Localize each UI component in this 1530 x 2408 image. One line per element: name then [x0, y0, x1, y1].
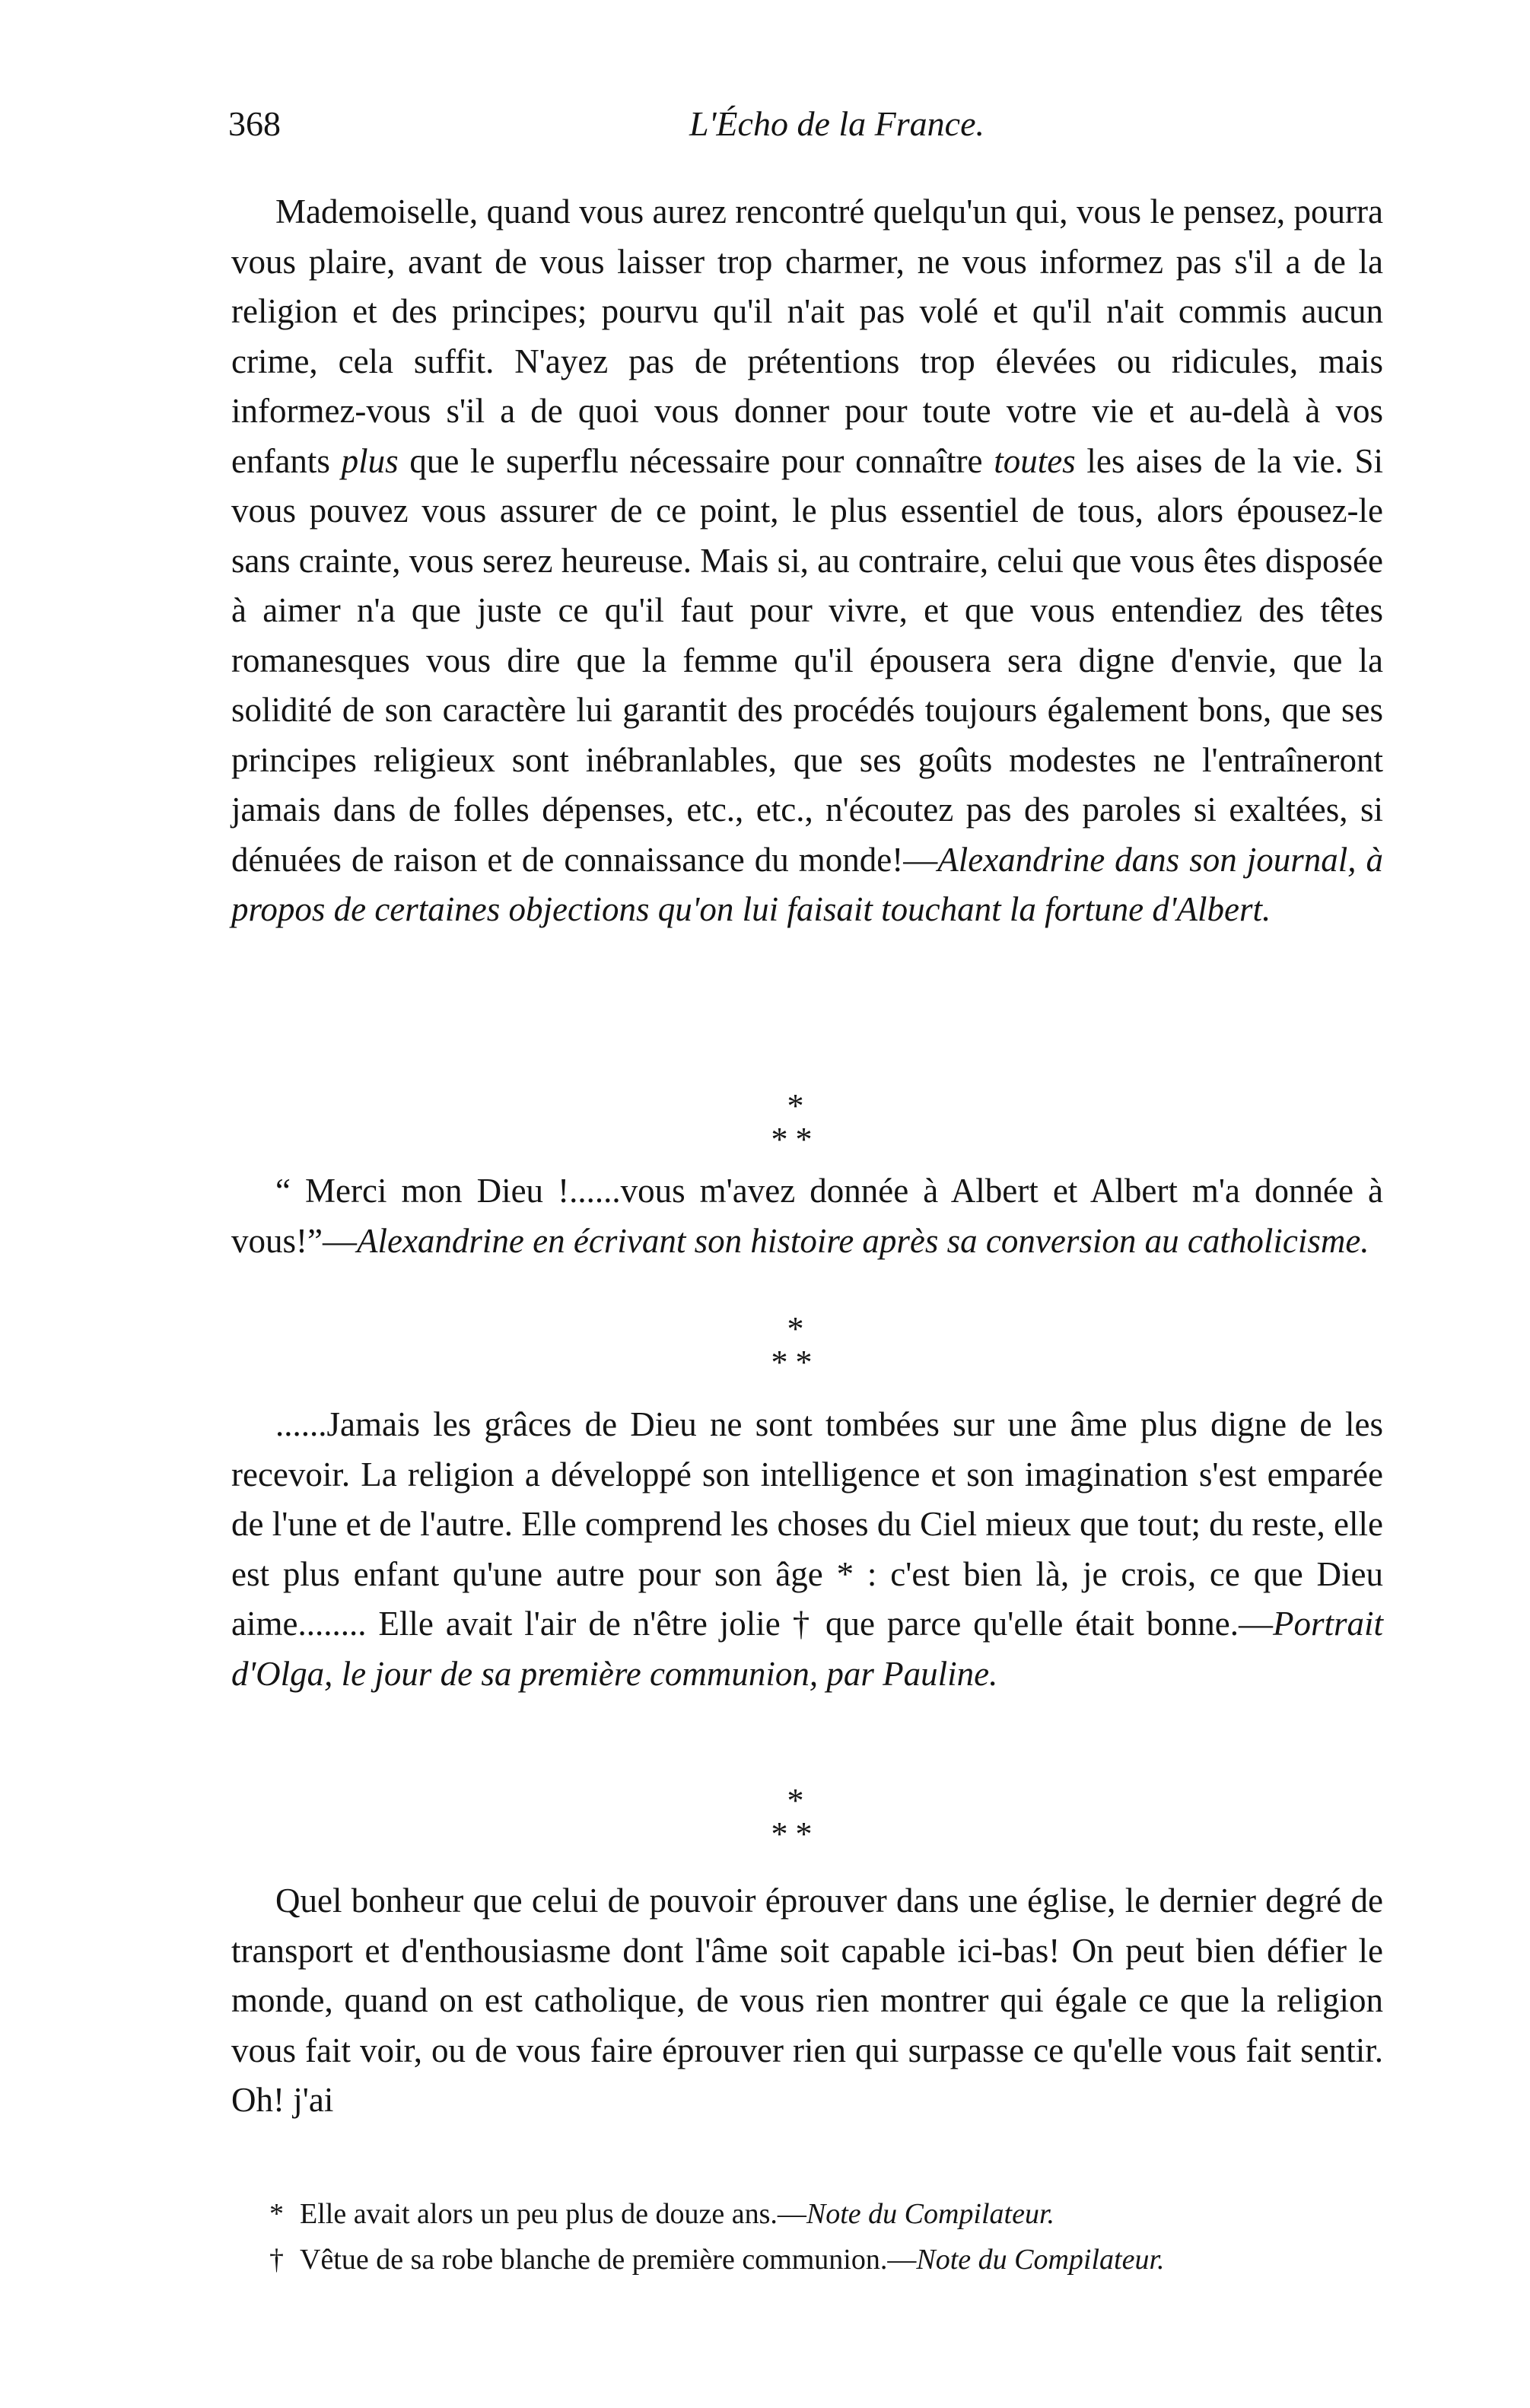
running-head [228, 97, 1385, 151]
paragraph-1-text-2: que le superflu nécessaire pour connaître [398, 441, 994, 480]
footnote-mark: † [269, 2244, 284, 2276]
paragraph-3-attribution: Portrait d'Olga, le jour de sa première communion, par Pauline. [231, 1605, 1383, 1693]
footnotes [231, 2191, 1383, 2282]
asterism-3 [0, 1782, 1530, 1853]
footnote-note: Note du Compilateur. [916, 2244, 1165, 2276]
asterism-2-top: * [787, 1310, 804, 1347]
page-number: 368 [228, 104, 281, 143]
paragraph-3-text: ......Jamais les grâces de Dieu ne sont tombées sur une âme plus digne de les recevoir. La religion a développé son intelligence et son imagination s'est emparée de l'une et de l'autre. Elle comprend les choses du Ciel mieux que tout; du reste, elle est plus enfant qu'une autre pour son âge * : c'est bien là, je crois, ce que Dieu aime........ Elle avait l'air de n'être jolie † que parce qu'elle était bonne.— [231, 1405, 1383, 1643]
paragraph-4-text: Quel bonheur que celui de pouvoir éprouver dans une église, le dernier degré de transport et d'enthousiasme dont l'âme soit capable ici-bas! On peut bien défier le monde, quand on est catholique, de vous rien montrer qui égale ce que la religion vous fait voir, ou de vous faire éprouver rien qui surpasse ce qu'elle vous fait sentir. Oh! j'ai [231, 1882, 1383, 2119]
paragraph-1-text: Mademoiselle, quand vous aurez rencontré quelqu'un qui, vous le pensez, pourra vous plaire, avant de vous laisser trop charmer, ne vous informez pas s'il a de la religion et des principes; pourvu qu'il n'ait pas volé et qu'il n'ait commis aucun crime, cela suffit. N'ayez pas de prétentions trop élevées ou ridicules, mais informez-vous s'il a de quoi vous donner pour toute votre vie et au-delà à vos enfants [231, 192, 1383, 480]
asterism-3-top: * [787, 1782, 804, 1819]
footnote [231, 2237, 1383, 2282]
running-title: L'Écho de la France. [689, 104, 984, 143]
asterism-2-bottom: ** [771, 1344, 820, 1381]
asterism-3-bottom: ** [771, 1815, 820, 1853]
footnote [231, 2191, 1383, 2237]
paragraph-1-attribution: Alexandrine dans son journal, à propos de certaines objections qu'on lui faisait touchant la fortune d'Albert. [231, 840, 1383, 928]
emphasis-toutes: toutes [994, 441, 1076, 480]
paragraph-2-attribution: Alexandrine en écrivant son histoire après sa conversion au catholicisme. [356, 1221, 1369, 1260]
paragraph-1 [231, 187, 1383, 935]
paragraph-3 [231, 1400, 1383, 1699]
footnote-note: Note du Compilateur. [806, 2198, 1055, 2230]
paragraph-4 [231, 1876, 1383, 2126]
paragraph-2-text: “ Merci mon Dieu !......vous m'avez donnée à Albert et Albert m'a donnée à vous!”— [231, 1172, 1383, 1260]
asterism-1 [0, 1087, 1530, 1158]
asterism-1-bottom: ** [771, 1121, 820, 1158]
footnote-text: Vêtue de sa robe blanche de première communion.— [300, 2244, 917, 2276]
footnote-mark: * [269, 2198, 284, 2230]
paragraph-1-text-3: les aises de la vie. Si vous pouvez vous assurer de ce point, le plus essentiel de tous, alors épousez-le sans crainte, vous serez heureuse. Mais si, au contraire, celui que vous êtes disposée à aimer n'a que juste ce qu'il faut pour vivre, et que vous entendiez des têtes romanesques vous dire que la femme qu'il épousera sera digne d'envie, que la solidité de son caractère lui garantit des procédés toujours également bons, que ses principes religieux sont inébranlables, que ses goûts modestes ne l'entraîneront jamais dans de folles dépenses, etc., etc., n'écoutez pas des paroles si exaltées, si dénuées de raison et de connaissance du monde!— [231, 441, 1383, 879]
asterism-1-top: * [787, 1087, 804, 1124]
paragraph-2 [231, 1166, 1383, 1266]
footnote-text: Elle avait alors un peu plus de douze ans.— [300, 2198, 806, 2230]
asterism-2 [0, 1310, 1530, 1381]
emphasis-plus: plus [341, 441, 399, 480]
